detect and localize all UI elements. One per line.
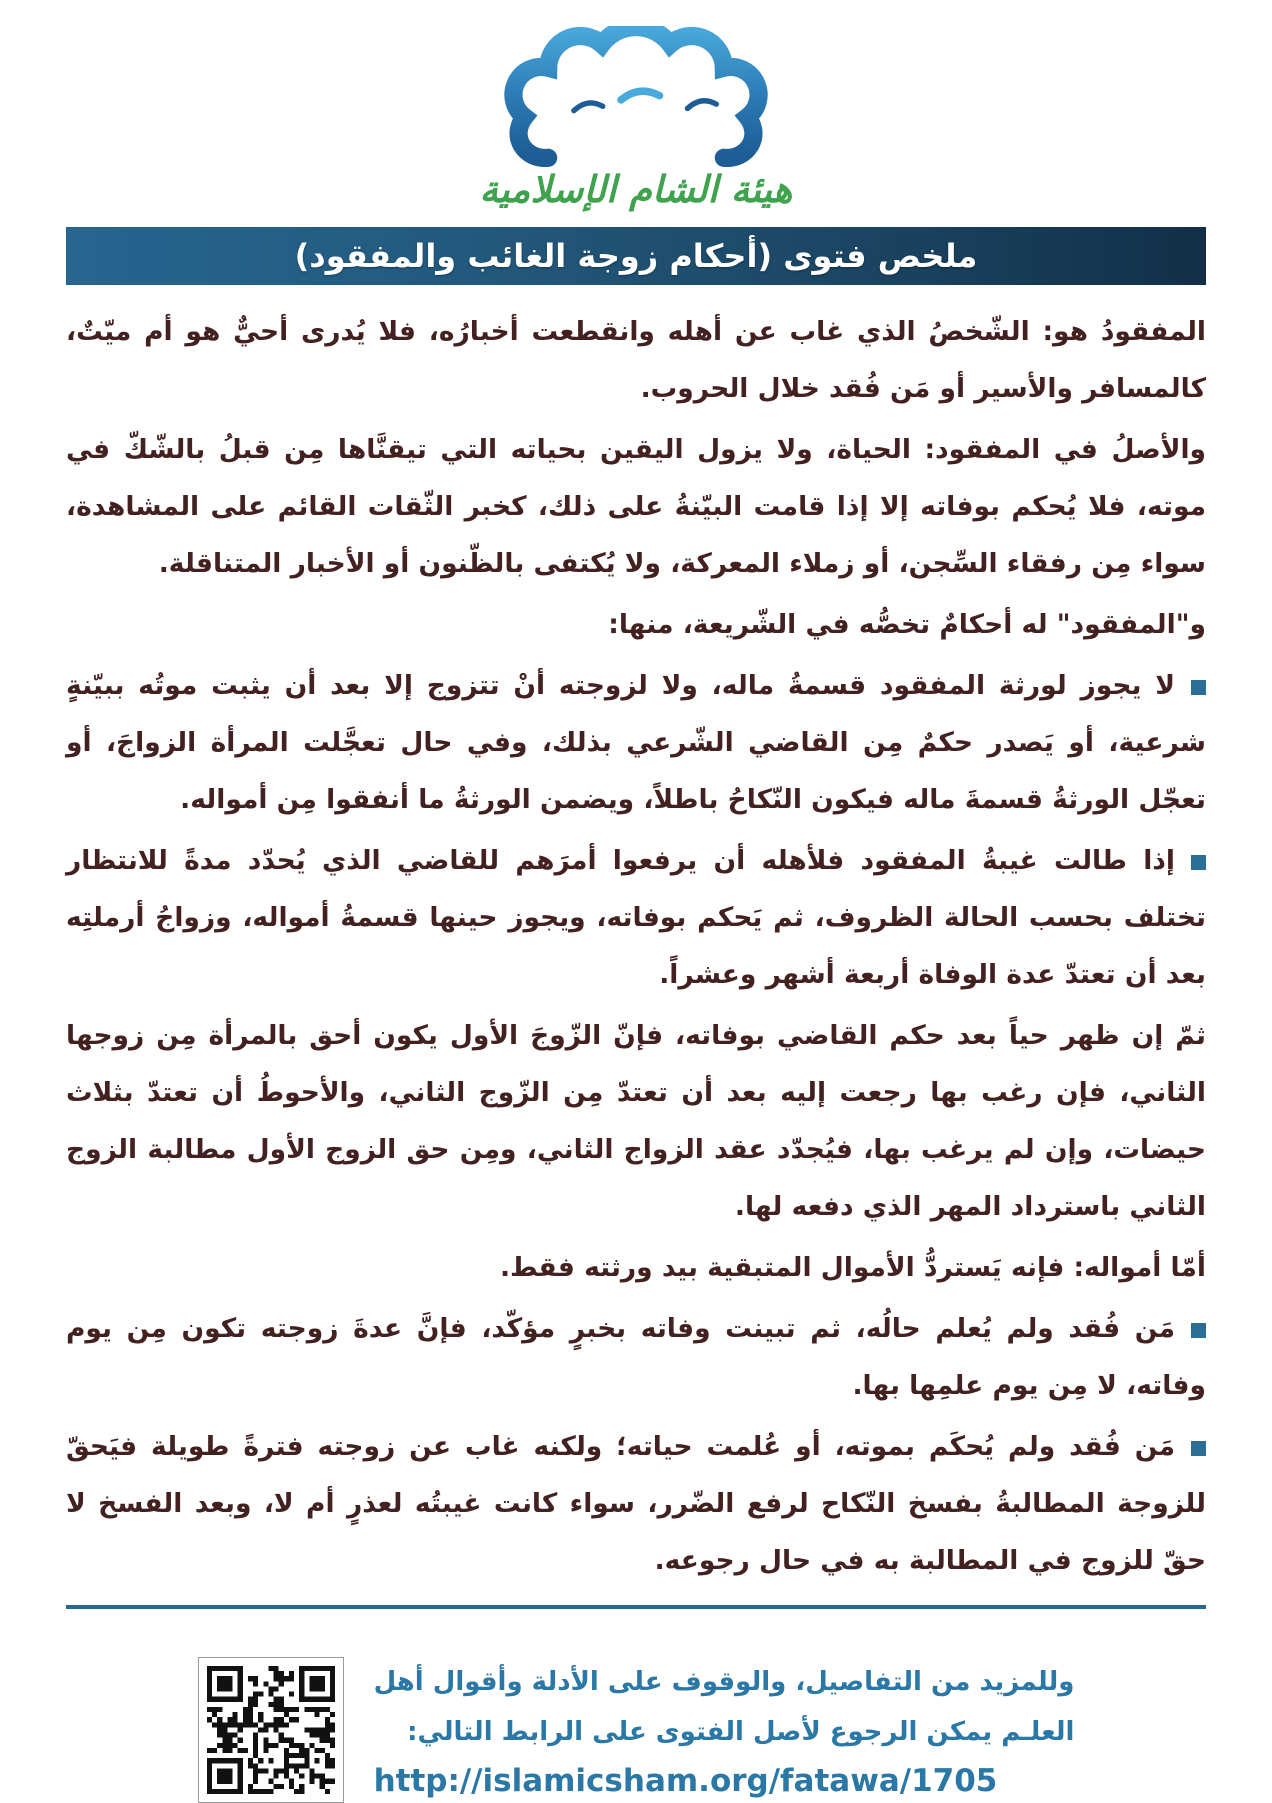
footer-note-line2: العلـم يمكن الرجوع لأصل الفتوى على الرابط التالي:	[407, 1716, 1075, 1747]
footer-note	[374, 1657, 1075, 1799]
flying-birds-icon	[574, 91, 717, 110]
bullet-square-icon	[1191, 1323, 1206, 1338]
bullet-item	[66, 832, 1206, 1003]
footer-divider	[66, 1605, 1206, 1609]
page-title: ملخص فتوى (أحكام زوجة الغائب والمفقود)	[294, 236, 978, 275]
title-bar	[66, 227, 1206, 285]
bullet-item	[66, 657, 1206, 828]
paragraph-text: إذا طالت غيبةُ المفقود فلأهله أن يرفعوا أمرَهم للقاضي الذي يُحدّد مدةً للانتظار تختلف بحسب الحالة الظروف، ثم يَحكم بوفاته، ويجوز حينها قسمةُ أمواله، وزواجُ أرملتِه بعد أن تعتدّ عدة الوفاة أربعة أشهر وعشراً.	[66, 844, 1206, 990]
bullet-square-icon	[1191, 680, 1206, 695]
footer	[0, 1657, 1272, 1803]
qr-code	[198, 1657, 344, 1803]
organization-logo	[471, 26, 801, 176]
paragraph	[66, 303, 1206, 417]
bullet-square-icon	[1191, 1441, 1206, 1456]
paragraph-text: لا يجوز لورثة المفقود قسمةُ ماله، ولا لزوجته أنْ تتزوج إلا بعد أن يثبت موتُه ببيّنةٍ شرعية، أو يَصدر حكمٌ مِن القاضي الشّرعي بذلك، وفي حال تعجَّلت المرأة الزواجَ، أو تعجّل الورثةُ قسمةَ ماله فيكون النّكاحُ باطلاً، ويضمن الورثةُ ما أنفقوا مِن أمواله.	[66, 669, 1206, 815]
paragraph-text: المفقودُ هو: الشّخصُ الذي غاب عن أهله وانقطعت أخبارُه، فلا يُدرى أحيٌّ هو أم ميّتٌ، كالمسافر والأسير أو مَن فُقد خلال الحروب.	[66, 315, 1206, 404]
fatwa-url-link[interactable]: http://islamicsham.org/fatawa/1705	[373, 1762, 998, 1799]
fatwa-content	[66, 303, 1206, 1589]
paragraph-text: ثمّ إن ظهر حياً بعد حكم القاضي بوفاته، فإنّ الزّوجَ الأول يكون أحق بالمرأة مِن زوجها الثاني، فإن رغب بها رجعت إليه بعد أن تعتدّ مِن الزّوج الثاني، والأحوطُ أن تعتدّ بثلاث حيضات، وإن لم يرغب بها، فيُجدّد عقد الزواج الثاني، ومِن حق الزوج الأول مطالبة الزوج الثاني باسترداد المهر الذي دفعه لها.	[66, 1019, 1206, 1222]
paragraph	[66, 1007, 1206, 1235]
paragraph-text: مَن فُقد ولم يُعلم حالُه، ثم تبينت وفاته بخبرٍ مؤكّد، فإنَّ عدةَ زوجته تكون مِن يوم وفاته، لا مِن يوم علمِها بها.	[66, 1312, 1206, 1401]
paragraph-text: مَن فُقد ولم يُحكَم بموته، أو عُلمت حياته؛ ولكنه غاب عن زوجته فترةً طويلة فيَحقّ للزوجة المطالبةُ بفسخ النّكاح لرفع الضّرر، سواء كانت غيبتُه لعذرٍ أم لا، وبعد الفسخ لا حقّ للزوج في المطالبة به في حال رجوعه.	[66, 1430, 1206, 1576]
paragraph-text: أمّا أمواله: فإنه يَستردُّ الأموال المتبقية بيد ورثته فقط.	[499, 1251, 1206, 1283]
organization-name: هيئة الشام الإسلامية	[479, 168, 793, 211]
bullet-item	[66, 1300, 1206, 1414]
bullet-square-icon	[1191, 855, 1206, 870]
qr-code-svg	[207, 1666, 335, 1794]
paragraph-text: والأصلُ في المفقود: الحياة، ولا يزول اليقين بحياته التي تيقنَّاها مِن قبلُ بالشّكّ في موته، فلا يُحكم بوفاته إلا إذا قامت البيّنةُ على ذلك، كخبر الثّقات القائم على المشاهدة، سواء مِن رفقاء السِّجن، أو زملاء المعركة، ولا يُكتفى بالظّنون أو الأخبار المتناقلة.	[66, 433, 1206, 579]
bullet-item	[66, 1418, 1206, 1589]
footer-note-line1: وللمزيد من التفاصيل، والوقوف على الأدلة وأقوال أهل	[373, 1666, 1075, 1697]
paragraph	[66, 1239, 1206, 1296]
paragraph	[66, 596, 1206, 653]
paragraph-text: و"المفقود" له أحكامٌ تخصُّه في الشّريعة، منها:	[608, 608, 1206, 640]
paragraph	[66, 421, 1206, 592]
header	[0, 0, 1272, 211]
